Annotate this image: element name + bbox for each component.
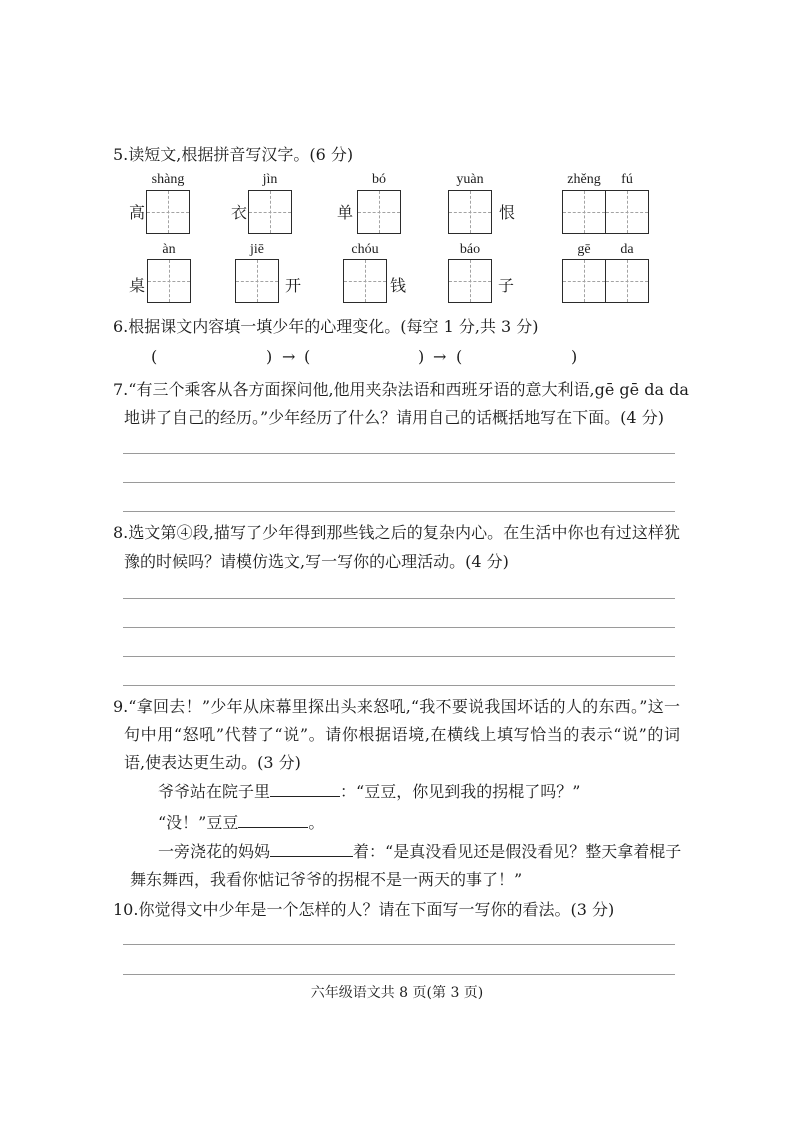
writing-grid-box [448, 190, 492, 234]
given-character: 开 [285, 276, 302, 295]
fill-in-blank [238, 813, 308, 828]
pinyin-label: fú [621, 172, 633, 187]
answer-line [123, 685, 675, 686]
answer-line [123, 598, 675, 599]
pinyin-label: chóu [351, 242, 379, 257]
answer-line [123, 453, 675, 454]
writing-grid-box [562, 259, 606, 303]
writing-grid-box [562, 190, 606, 234]
paren-open: ( [456, 347, 463, 366]
question-9-text-line: 句中用“怒吼”代替了“说”。请你根据语境,在横线上填写恰当的表示“说”的词 [124, 725, 680, 744]
given-character: 子 [498, 276, 515, 295]
answer-line [123, 944, 675, 945]
example-text: ：“豆豆，你见到我的拐棍了吗？” [340, 782, 581, 801]
paren-close: ) [418, 347, 425, 366]
pinyin-label: jìn [262, 172, 278, 187]
answer-line [123, 627, 675, 628]
example-sentence [158, 842, 681, 862]
answer-line [123, 656, 675, 657]
pinyin-label: yuàn [456, 172, 484, 187]
question-8-text-line: 豫的时候吗？请模仿选文,写一写你的心理活动。(4 分) [124, 552, 509, 571]
example-sentence [158, 813, 324, 833]
example-text: 。 [308, 813, 325, 832]
question-9-text-line: 9.“拿回去！”少年从床幕里探出头来怒吼,“我不要说我国坏话的人的东西。”这一 [113, 697, 680, 716]
example-sentence [158, 782, 580, 802]
question-9-text-line: 语,使表达更生动。(3 分) [124, 753, 301, 772]
question-6-title: 6.根据课文内容填一填少年的心理变化。(每空 1 分,共 3 分) [113, 317, 539, 336]
example-text: 一旁浇花的妈妈 [158, 842, 271, 861]
paren-open: ( [151, 347, 158, 366]
writing-grid-box [147, 259, 191, 303]
page-footer: 六年级语文共 8 页(第 3 页) [310, 985, 484, 1001]
question-10-title: 10.你觉得文中少年是一个怎样的人？请在下面写一写你的看法。(3 分) [113, 900, 615, 919]
answer-line [123, 974, 675, 975]
given-character: 衣 [231, 203, 248, 222]
writing-grid-box [146, 190, 190, 234]
fill-in-blank [270, 842, 353, 857]
answer-line [123, 482, 675, 483]
question-7-text-line: 地讲了自己的经历。”少年经历了什么？请用自己的话概括地写在下面。(4 分) [124, 408, 664, 427]
paren-open: ( [304, 347, 311, 366]
pinyin-label: shàng [151, 172, 185, 187]
example-sentence-continuation: 舞东舞西，我看你惦记爷爷的拐棍不是一两天的事了！” [130, 870, 523, 889]
example-text: 爷爷站在院子里 [158, 782, 271, 801]
question-5-title: 5.读短文,根据拼音写汉字。(6 分) [113, 145, 354, 164]
pinyin-label: zhěng [567, 172, 601, 187]
writing-grid-box [235, 259, 279, 303]
arrow-icon: → [433, 347, 447, 366]
pinyin-label: bó [372, 172, 386, 187]
writing-grid-box [605, 190, 649, 234]
given-character: 桌 [129, 276, 146, 295]
answer-line [123, 511, 675, 512]
writing-grid-box [248, 190, 292, 234]
fill-in-blank [270, 782, 340, 797]
pinyin-label: da [620, 242, 634, 257]
writing-grid-box [605, 259, 649, 303]
pinyin-label: báo [459, 242, 481, 257]
pinyin-label: gē [577, 242, 591, 257]
arrow-icon: → [282, 347, 296, 366]
given-character: 恨 [499, 203, 516, 222]
question-7-text-line: 7.“有三个乘客从各方面探问他,他用夹杂法语和西班牙语的意大利语,gē gē da da [113, 380, 689, 399]
given-character: 高 [129, 203, 146, 222]
example-text: “没！”豆豆 [158, 813, 239, 832]
paren-close: ) [266, 347, 273, 366]
writing-grid-box [448, 259, 492, 303]
writing-grid-box [357, 190, 401, 234]
question-8-text-line: 8.选文第④段,描写了少年得到那些钱之后的复杂内心。在生活中你也有过这样犹 [113, 523, 680, 542]
given-character: 单 [337, 203, 354, 222]
pinyin-label: jiē [250, 242, 264, 257]
writing-grid-box [343, 259, 387, 303]
example-text: 着：“是真没看见还是假没看见？整天拿着棍子 [353, 842, 682, 861]
given-character: 钱 [390, 276, 407, 295]
paren-close: ) [571, 347, 578, 366]
pinyin-label: àn [162, 242, 176, 257]
